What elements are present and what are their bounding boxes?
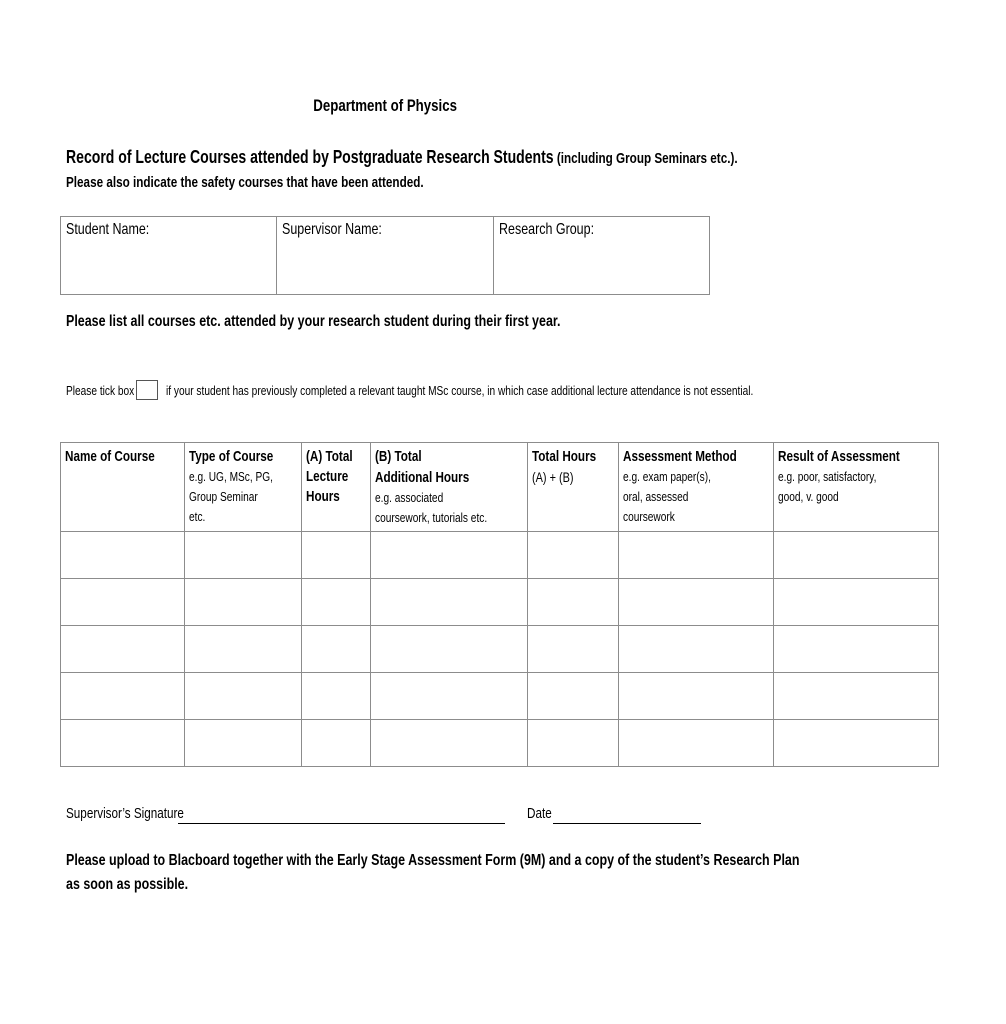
col-result-of-assessment: Result of Assessment e.g. poor, satisfactory, good, v. good — [773, 443, 938, 532]
table-cell[interactable] — [527, 532, 618, 579]
supervisor-name-label: Supervisor Name: — [282, 221, 382, 238]
form-title — [66, 147, 927, 168]
table-row — [61, 720, 939, 767]
table-cell[interactable] — [773, 532, 938, 579]
table-cell[interactable] — [185, 532, 302, 579]
date-line[interactable] — [553, 823, 701, 824]
col-additional-hours: (B) Total Additional Hours e.g. associated coursework, tutorials etc. — [370, 443, 527, 532]
table-cell[interactable] — [370, 673, 527, 720]
table-cell[interactable] — [302, 626, 371, 673]
list-instruction: Please list all courses etc. attended by your research student during their first year. — [66, 313, 561, 330]
table-cell[interactable] — [370, 579, 527, 626]
msc-checkbox[interactable] — [136, 380, 158, 400]
table-cell[interactable] — [773, 626, 938, 673]
department-title: Department of Physics — [313, 96, 457, 115]
research-group-label: Research Group: — [499, 221, 595, 238]
table-cell[interactable] — [370, 626, 527, 673]
table-row — [61, 579, 939, 626]
col-type-of-course: Type of Course e.g. UG, MSc, PG, Group Seminar etc. — [185, 443, 302, 532]
table-cell[interactable] — [527, 579, 618, 626]
table-cell[interactable] — [619, 720, 774, 767]
table-row — [61, 673, 939, 720]
table-cell[interactable] — [302, 579, 371, 626]
table-cell[interactable] — [61, 673, 185, 720]
col-name-of-course: Name of Course — [61, 443, 185, 532]
table-cell[interactable] — [185, 626, 302, 673]
table-cell[interactable] — [619, 673, 774, 720]
student-name-label: Student Name: — [66, 221, 150, 238]
table-cell[interactable] — [302, 532, 371, 579]
table-cell[interactable] — [185, 720, 302, 767]
table-cell[interactable] — [185, 579, 302, 626]
upload-instruction-line2: as soon as possible. — [66, 876, 189, 893]
table-cell[interactable] — [527, 673, 618, 720]
table-cell[interactable] — [61, 626, 185, 673]
student-name-field[interactable] — [61, 217, 277, 295]
upload-instruction-line1: Please upload to Blacboard together with the Early Stage Assessment Form (9M) and a copy of the student’s Research Plan — [66, 852, 800, 869]
table-row — [61, 626, 939, 673]
table-cell[interactable] — [619, 626, 774, 673]
col-total-hours: Total Hours (A) + (B) — [527, 443, 618, 532]
date-label: Date — [527, 805, 552, 822]
table-cell[interactable] — [370, 532, 527, 579]
research-group-field[interactable] — [494, 217, 710, 295]
student-info-table — [60, 216, 710, 295]
table-cell[interactable] — [527, 720, 618, 767]
courses-table — [60, 442, 939, 767]
supervisor-signature-label: Supervisor’s Signature — [66, 805, 184, 822]
col-assessment-method: Assessment Method e.g. exam paper(s), oral, assessed coursework — [619, 443, 774, 532]
table-cell[interactable] — [527, 626, 618, 673]
tick-explanation: if your student has previously completed a relevant taught MSc course, in which case additional lecture attendance is not essential. — [166, 383, 754, 398]
table-cell[interactable] — [773, 579, 938, 626]
table-cell[interactable] — [61, 532, 185, 579]
table-cell[interactable] — [370, 720, 527, 767]
courses-table-header — [61, 443, 939, 532]
table-cell[interactable] — [619, 579, 774, 626]
table-cell[interactable] — [185, 673, 302, 720]
table-cell[interactable] — [61, 579, 185, 626]
table-cell[interactable] — [773, 720, 938, 767]
supervisor-name-field[interactable] — [277, 217, 494, 295]
form-title-note: (including Group Seminars etc.). — [553, 150, 738, 167]
table-cell[interactable] — [302, 720, 371, 767]
col-lecture-hours: (A) Total Lecture Hours — [302, 443, 371, 532]
table-row — [61, 532, 939, 579]
tick-label: Please tick box — [66, 383, 135, 398]
safety-note: Please also indicate the safety courses that have been attended. — [66, 174, 424, 191]
table-cell[interactable] — [302, 673, 371, 720]
table-cell[interactable] — [773, 673, 938, 720]
table-cell[interactable] — [61, 720, 185, 767]
supervisor-signature-line[interactable] — [178, 823, 505, 824]
table-cell[interactable] — [619, 532, 774, 579]
form-title-main: Record of Lecture Courses attended by Postgraduate Research Students — [66, 147, 554, 167]
